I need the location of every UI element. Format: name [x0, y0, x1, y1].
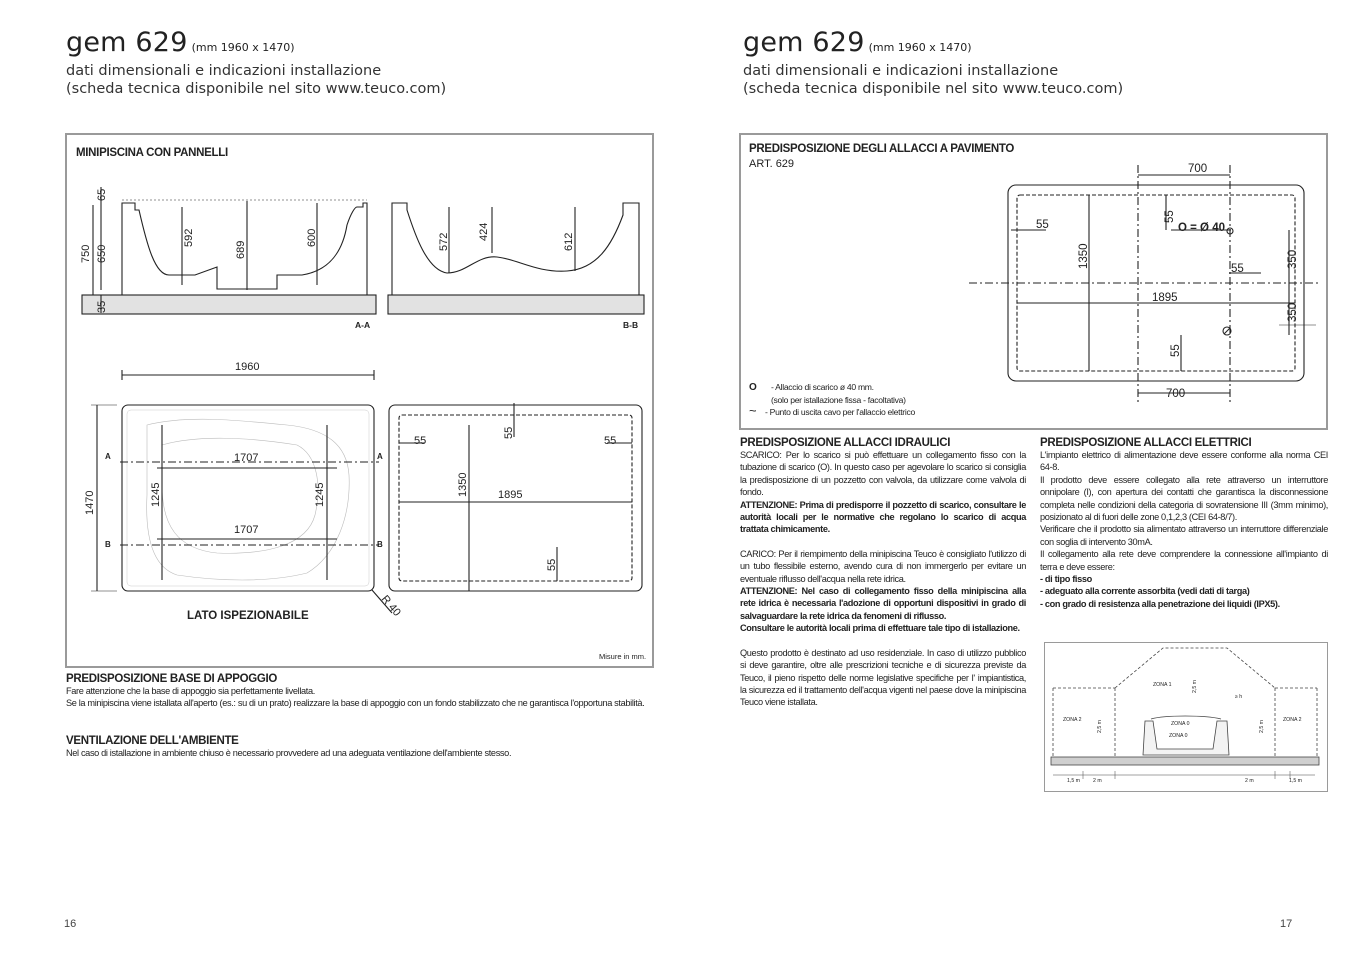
art-number: ART. 629: [749, 158, 795, 170]
base-heading: PREDISPOSIZIONE BASE DI APPOGGIO: [66, 673, 278, 685]
subtitle-line-1: dati dimensionali e indicazioni installazione: [66, 63, 382, 79]
floor-drain-label: O = Ø 40: [1178, 222, 1225, 234]
left-title-block: [66, 27, 295, 58]
hydraulic-p2: CARICO: Per il riempimento della minipiscina Teuco è consigliato l'utilizzo di un tubo flessibile esterno, avendo cura di non immergerlo per evitare un eventuale riflusso dell'acqua nella rete idrica.: [740, 548, 1026, 584]
electric-bullet-3: - con grado di resistenza alla penetrazione dei liquidi (IPX5).: [1040, 598, 1280, 609]
subtitle-line-2: (scheda tecnica disponibile nel sito www.teuco.com): [66, 81, 447, 97]
dimension-drawing-frame: [65, 133, 654, 668]
zone-dim-2-right: 2 m: [1245, 778, 1254, 784]
dim-base-55-right: 55: [604, 435, 617, 447]
dim-aa-592: 592: [183, 228, 195, 247]
dim-aa-650: 650: [96, 244, 108, 263]
floor-dim-700-top: 700: [1188, 163, 1208, 175]
floor-dim-55-right: 55: [1231, 263, 1244, 275]
base-text-1: Fare attenzione che la base di appoggio sia perfettamente livellata.: [66, 686, 315, 696]
hydraulic-p1-warning: ATTENZIONE: Prima di predisporre il pozzetto di scarico, consultare le autorità locali per le normative che regolano lo scarico di acqua trattata chimicamente.: [740, 499, 1026, 535]
zone-2-left-label: ZONA 2: [1063, 717, 1082, 723]
electric-bullet-1: - di tipo fisso: [1040, 574, 1092, 585]
floor-dim-700-bottom: 700: [1166, 388, 1186, 400]
hydraulic-section: [740, 437, 1026, 709]
product-title-right: gem 629: [743, 27, 865, 58]
electric-p2: Il prodotto deve essere collegato alla rete attraverso un interruttore onnipolare (I), con apertura dei contatti che garantisca la disconnessione completa nelle condizioni della categoria di sovratensione III (3mm minimo), posizionato al di fuori delle zone 0,1,2,3 (CEI 64-8/7).: [1040, 474, 1328, 523]
right-title-block: [743, 27, 972, 58]
zone-dim-2-5-right: 2,5 m: [1259, 720, 1265, 733]
dim-base-55-top: 55: [503, 426, 515, 439]
floor-dim-1895: 1895: [1152, 292, 1178, 304]
floor-legend: [749, 381, 915, 419]
dim-bb-572: 572: [438, 232, 450, 251]
product-dimensions-right: (mm 1960 x 1470): [868, 41, 972, 54]
dim-plan-1245-left: 1245: [150, 482, 162, 507]
base-text-2: Se la minipiscina viene istallata all'aperto (es.: su di un prato) realizzare la base di appoggio con un fondo stabilizzato che ne garantisca l'opportuna stabilità.: [66, 698, 645, 709]
base-section: [66, 673, 654, 710]
electric-p1: L'impianto elettrico di alimentazione deve essere conforme alla norma CEI 64-8.: [1040, 450, 1328, 473]
section-aa-label: A-A: [355, 320, 371, 330]
dim-bb-424: 424: [478, 222, 490, 241]
hydraulic-p1: SCARICO: Per lo scarico si può effettuare un collegamento fisso con la tubazione di scarico (O). In questo caso per agevolare lo scarico si consiglia la predisposizione di un pozzetto con valvola, da utilizzare come valvola di fondo.: [740, 450, 1026, 498]
dim-base-1350: 1350: [457, 472, 469, 497]
subtitle-line-1-right: dati dimensionali e indicazioni installazione: [743, 63, 1059, 79]
floor-dim-55-left: 55: [1036, 219, 1049, 231]
marker-a-left: A: [105, 452, 111, 461]
left-subtitle: [66, 62, 446, 98]
safety-zones-frame: [1044, 642, 1328, 792]
floor-dim-55-top: 55: [1164, 210, 1176, 223]
zone-dim-1-5-right: 1,5 m: [1289, 778, 1302, 784]
zone-dim-h: ≥ h: [1235, 694, 1243, 700]
right-page: [678, 0, 1356, 959]
floor-dim-350-top: 350: [1287, 249, 1299, 269]
dim-plan-1245-right: 1245: [314, 482, 326, 507]
dim-plan-1707-b: 1707: [234, 524, 259, 536]
electric-bullet-2: - adeguato alla corrente assorbita (vedi dati di targa): [1040, 586, 1250, 597]
dim-aa-600: 600: [306, 228, 318, 247]
drawing-heading: MINIPISCINA CON PANNELLI: [76, 147, 228, 159]
hydraulic-p2-warning-2: Consultare le autorità locali prima di effettuare tale tipo di istallazione.: [740, 623, 1020, 634]
floor-dim-55-bottom: 55: [1170, 344, 1182, 357]
marker-b-left: B: [105, 540, 111, 549]
electric-p3: Verificare che il prodotto sia alimentato attraverso un interruttore differenziale con soglia di intervento 30mA.: [1040, 524, 1328, 547]
zone-1-label: ZONA 1: [1153, 682, 1172, 688]
section-bb-label: B-B: [623, 320, 639, 330]
dim-aa-750: 750: [80, 244, 92, 263]
hydraulic-p3: Questo prodotto è destinato ad uso residenziale. In caso di utilizzo pubblico si deve garantire, oltre alle prescrizioni tecniche e di sicurezza previste da Teuco, il pieno rispetto delle norme legislative specifiche per l' impiantistica, la sicurezza ed il trattamento dell'acqua vigenti nel paese dove la minipiscina Teuco viene istallata.: [740, 647, 1026, 708]
ventilation-heading: VENTILAZIONE DELL'AMBIENTE: [66, 735, 239, 747]
technical-drawing: [67, 135, 652, 666]
electric-heading: PREDISPOSIZIONE ALLACCI ELETTRICI: [1040, 437, 1252, 449]
floor-dim-1350: 1350: [1078, 243, 1090, 269]
subtitle-line-2-right: (scheda tecnica disponibile nel sito www.teuco.com): [743, 81, 1124, 97]
legend-cable-text: - Punto di uscita cavo per l'allaccio elettrico: [765, 407, 915, 418]
right-subtitle: [743, 62, 1123, 98]
zone-2-right-label: ZONA 2: [1283, 717, 1302, 723]
zone-dim-2-left: 2 m: [1093, 778, 1102, 784]
legend-cable: [749, 403, 915, 419]
zone-dim-1-5-left: 1,5 m: [1067, 778, 1080, 784]
floor-dim-350-bottom: 350: [1287, 302, 1299, 322]
ventilation-section: [66, 735, 654, 759]
legend-drain-text: - Allaccio di scarico ø 40 mm.: [771, 382, 874, 392]
ventilation-text: Nel caso di istallazione in ambiente chiuso è necessario provvedere ad una adeguata ventilazione dell'ambiente stesso.: [66, 748, 512, 758]
electric-section: [1040, 437, 1328, 610]
marker-a-right: A: [377, 452, 383, 461]
legend-drain-note: (solo per istallazione fissa - facoltativa): [771, 395, 906, 406]
dim-base-1895: 1895: [498, 489, 523, 501]
zone-0-upper-label: ZONA 0: [1171, 721, 1190, 727]
legend-drain: [749, 381, 915, 394]
dim-base-55-bottom: 55: [546, 558, 558, 571]
product-title: gem 629: [66, 27, 188, 58]
units-note: Misure in mm.: [599, 652, 647, 661]
electric-p4: Il collegamento alla rete deve comprendere la connessione all'impianto di terra e deve essere:: [1040, 549, 1328, 572]
dim-plan-1707-a: 1707: [234, 452, 259, 464]
page-number-left: 16: [64, 918, 77, 930]
dim-aa-689: 689: [235, 240, 247, 259]
dim-bb-612: 612: [563, 232, 575, 251]
dim-aa-35: 35: [96, 300, 108, 313]
marker-b-right: B: [377, 540, 383, 549]
dim-radius: R 40: [378, 593, 403, 619]
legend-wave-icon: ~: [749, 403, 757, 419]
safety-zones-drawing: [1045, 643, 1326, 790]
dim-aa-65: 65: [96, 188, 108, 201]
dim-plan-1470: 1470: [84, 490, 96, 515]
hydraulic-heading: PREDISPOSIZIONE ALLACCI IDRAULICI: [740, 437, 951, 449]
dim-plan-1960: 1960: [235, 361, 260, 373]
legend-drain-symbol: O: [749, 382, 757, 393]
lato-ispezionabile-label: LATO ISPEZIONABILE: [187, 610, 309, 622]
product-dimensions: (mm 1960 x 1470): [191, 41, 295, 54]
floor-connections-frame: [739, 133, 1328, 430]
zone-dim-2-5-top: 2,5 m: [1192, 680, 1198, 693]
zone-dim-2-5-left: 2,5 m: [1097, 720, 1103, 733]
hydraulic-p2-warning: ATTENZIONE: Nel caso di collegamento fisso della minipiscina alla rete idrica è necessaria l'adozione di opportuni dispositivi in grado di salvaguardare la rete idrica da fenomeni di riflusso.: [740, 586, 1026, 621]
dim-base-55-left: 55: [414, 435, 427, 447]
floor-heading: PREDISPOSIZIONE DEGLI ALLACCI A PAVIMENTO: [749, 143, 1014, 155]
zone-0-lower-label: ZONA 0: [1169, 733, 1188, 739]
page-number-right: 17: [1280, 918, 1293, 930]
